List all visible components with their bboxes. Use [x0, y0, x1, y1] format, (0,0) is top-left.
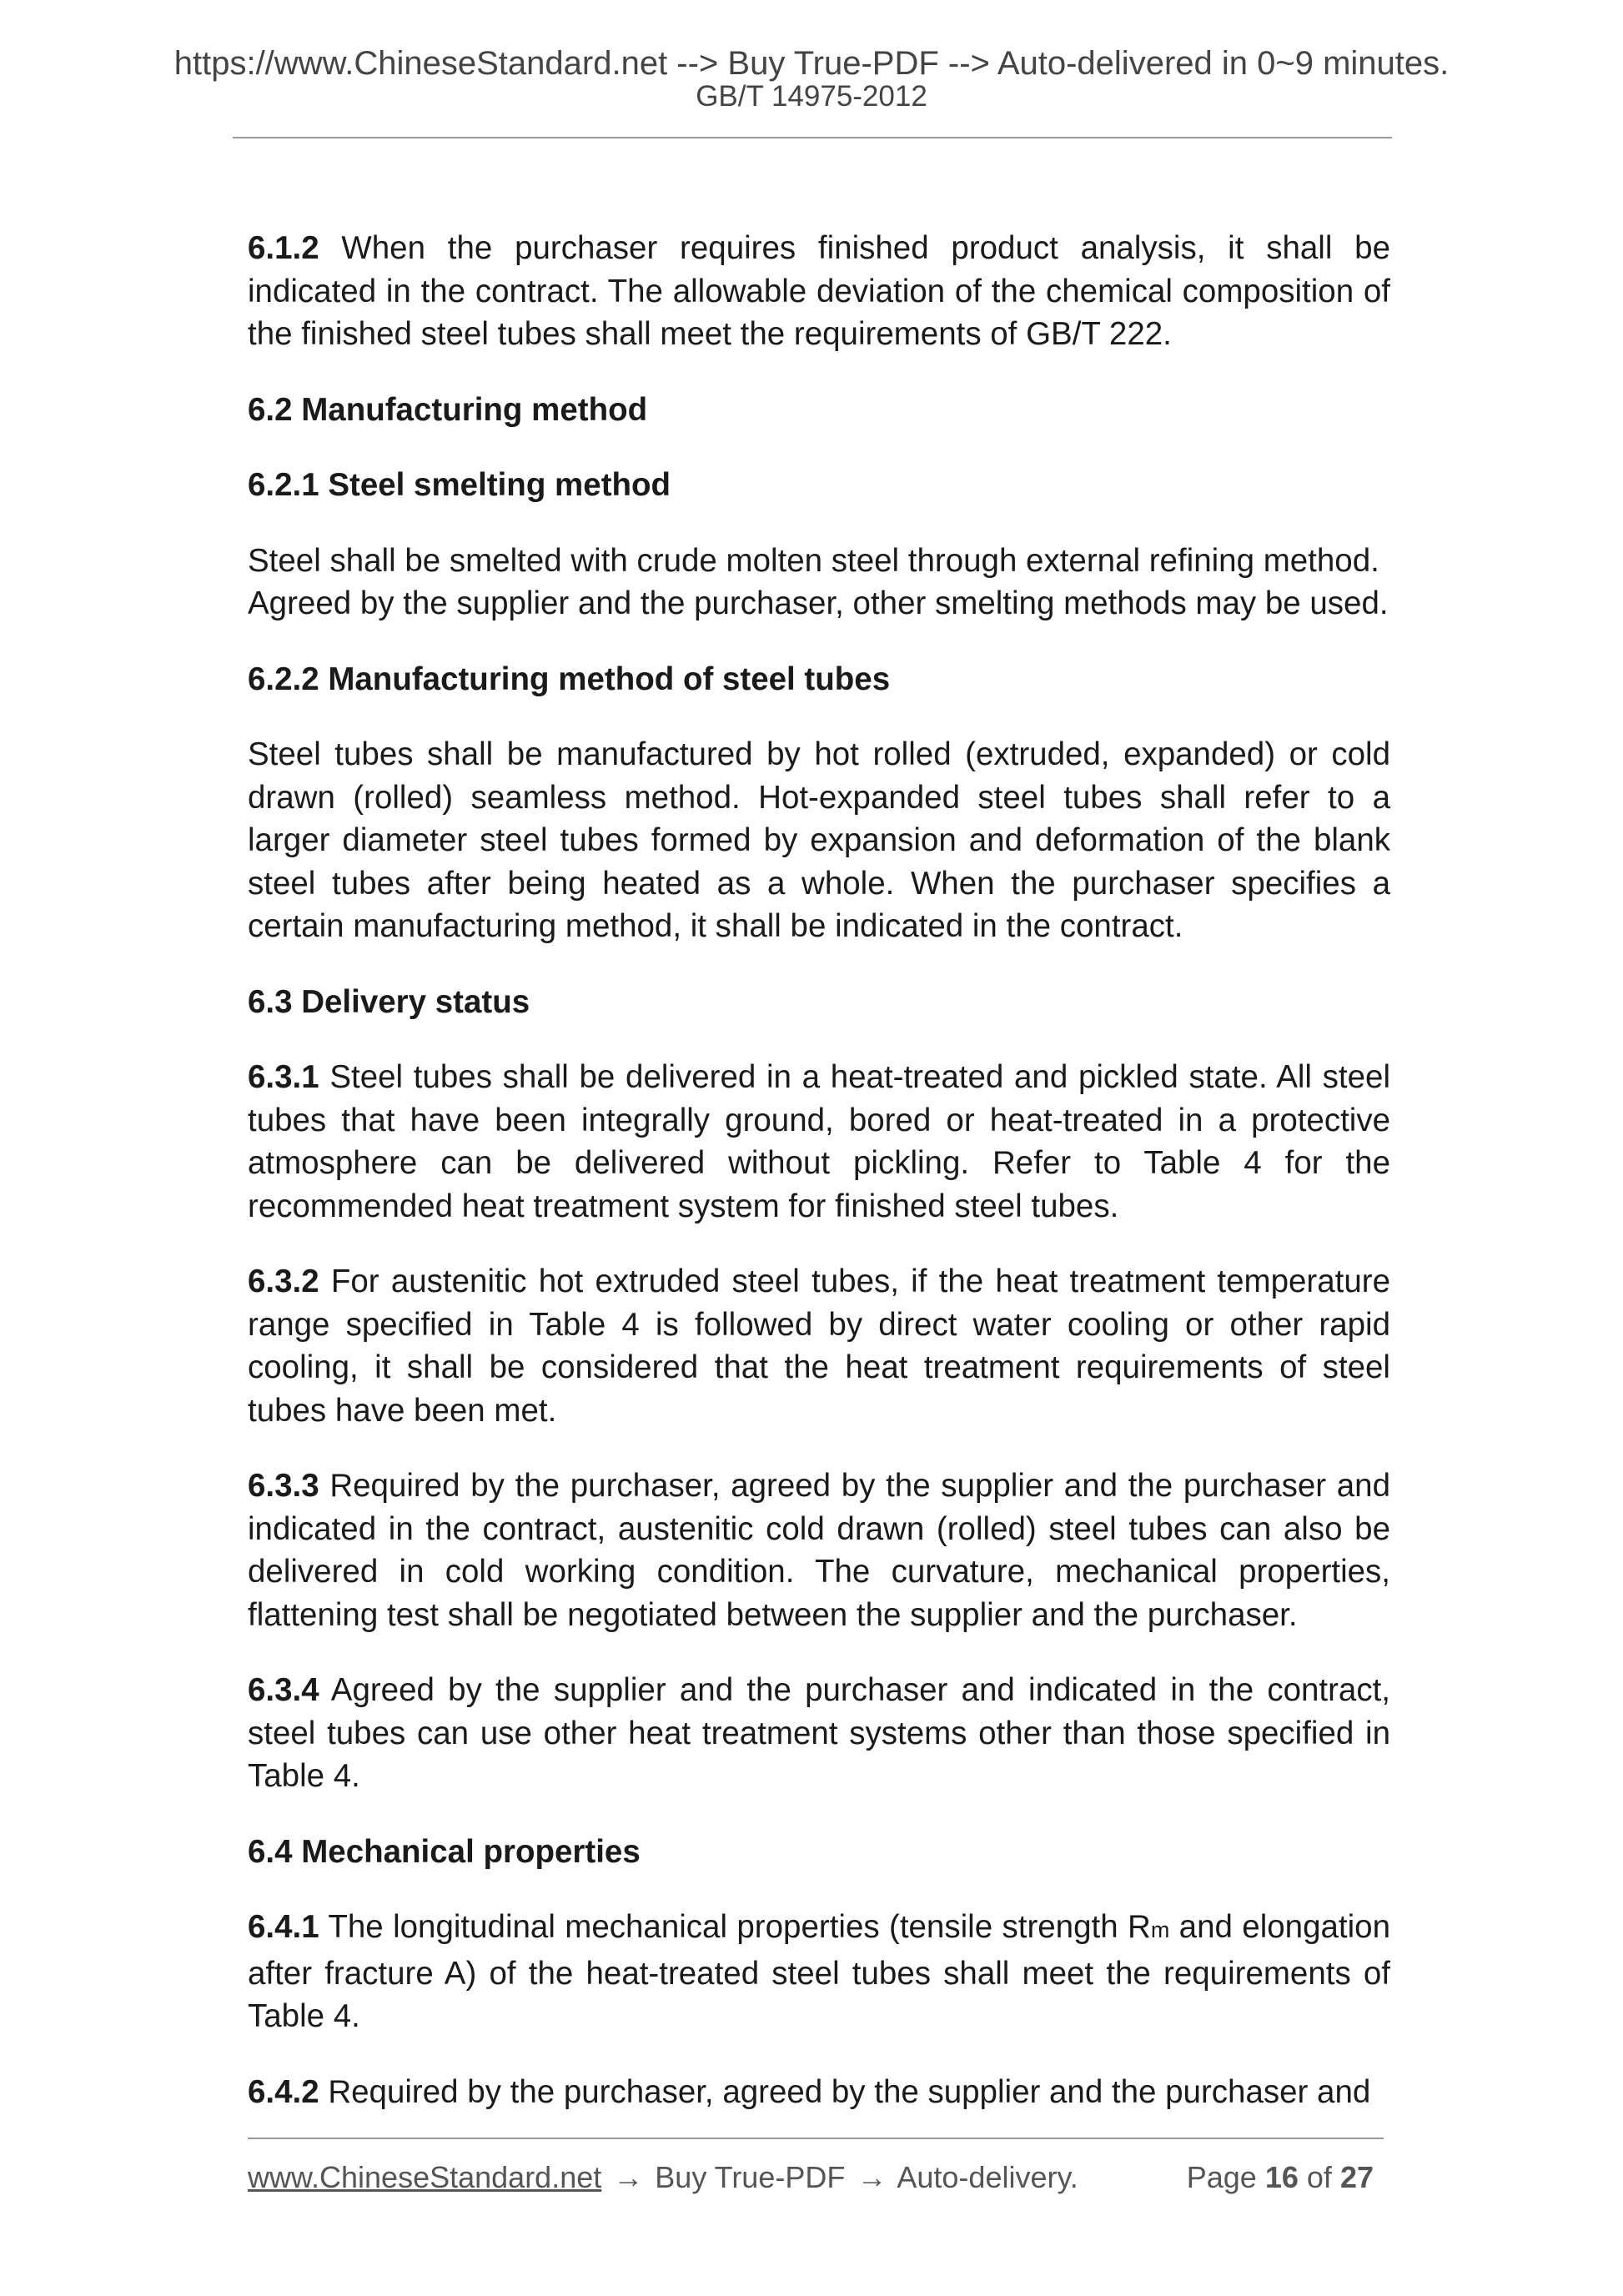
clause-number: 6.3.2: [248, 1264, 319, 1299]
clause-text: Required by the purchaser, agreed by the supplier and the purchaser and: [328, 2073, 1371, 2110]
auto-delivery-text: Auto-delivery.: [897, 2160, 1078, 2194]
heading-6-2-2: 6.2.2 Manufacturing method of steel tubes: [248, 661, 891, 697]
heading-6-2: 6.2 Manufacturing method: [248, 391, 648, 428]
arrow-right-icon: →: [857, 2160, 887, 2194]
clause-number: 6.3.3: [248, 1468, 319, 1504]
clause-6-2-1-text: Steel shall be smelted with crude molten steel through external refining method. Agreed by the supplier and the purchaser, other smelting methods may be used.: [248, 542, 1389, 621]
header-divider: [233, 137, 1392, 138]
clause-text: Agreed by the supplier and the purchaser and indicated in the contract, steel tubes can use other heat treatment systems other than those specified in Table 4.: [248, 1672, 1390, 1794]
clause-text: Steel tubes shall be delivered in a heat-treated and pickled state. All steel tubes that have been integrally ground, bored or heat-treated in a protective atmosphere can be delivered without pickling. Refer to Table 4 for the recommended heat treatment system for finished steel tubes.: [248, 1059, 1390, 1224]
page-label: Page: [1186, 2160, 1257, 2194]
heading-6-4: 6.4 Mechanical properties: [248, 1833, 641, 1870]
heading-6-3: 6.3 Delivery status: [248, 983, 530, 1020]
page-current: 16: [1264, 2160, 1299, 2194]
footer-divider: [248, 2138, 1384, 2139]
clause-6-1-2: [248, 227, 1390, 356]
clause-number: 6.1.2: [248, 230, 319, 266]
clause-6-4-1: [248, 1906, 1390, 2038]
clause-6-3-3: [248, 1465, 1390, 1636]
page-number: [1187, 2157, 1374, 2198]
clause-6-3-4: [248, 1669, 1390, 1798]
clause-6-3-2: [248, 1260, 1390, 1432]
clause-text: When the purchaser requires finished product analysis, it shall be indicated in the contract. The allowable deviation of the chemical composition of the finished steel tubes shall meet the requirements of GB/T 222.: [248, 230, 1390, 352]
heading-6-2-1: 6.2.1 Steel smelting method: [248, 467, 671, 503]
page-total: 27: [1339, 2160, 1374, 2194]
site-link[interactable]: www.ChineseStandard.net: [248, 2160, 602, 2194]
document-body: [248, 227, 1390, 2113]
buy-true-pdf-text: Buy True-PDF: [655, 2160, 846, 2194]
clause-number: 6.4.1: [248, 1909, 319, 1945]
of-label: of: [1306, 2160, 1332, 2194]
clause-text: The longitudinal mechanical properties (tensile strength R: [328, 1909, 1151, 1945]
header-banner: https://www.ChineseStandard.net --> Buy True-PDF --> Auto-delivered in 0~9 minutes.: [173, 45, 1450, 82]
arrow-right-icon: →: [613, 2160, 644, 2194]
clause-6-4-2: [248, 2071, 1390, 2114]
clause-text: For austenitic hot extruded steel tubes, if the heat treatment temperature range specified in Table 4 is followed by direct water cooling or other rapid cooling, it shall be considered that the heat treatment requirements of steel tubes have been met.: [248, 1264, 1390, 1429]
clause-6-3-1: [248, 1056, 1390, 1228]
clause-text-continued: and elongation after fracture A) of the heat-treated steel tubes shall meet the requirements of Table 4.: [248, 1909, 1390, 2034]
clause-number: 6.3.1: [248, 1059, 319, 1095]
standard-code: GB/T 14975-2012: [696, 80, 927, 113]
subscript-m: m: [1150, 1917, 1170, 1942]
clause-number: 6.3.4: [248, 1672, 319, 1708]
clause-6-2-2-text: Steel tubes shall be manufactured by hot rolled (extruded, expanded) or cold drawn (rolled) seamless method. Hot-expanded steel tubes shall refer to a larger diameter steel tubes formed by expansion and deformation of the blank steel tubes after being heated as a whole. When the purchaser specifies a certain manufacturing method, it shall be indicated in the contract.: [248, 736, 1390, 944]
clause-number: 6.4.2: [248, 2073, 319, 2110]
clause-text: Required by the purchaser, agreed by the supplier and the purchaser and indicated in the contract, austenitic cold drawn (rolled) steel tubes can also be delivered in cold working condition. The curvature, mechanical properties, flattening test shall be negotiated between the supplier and the purchaser.: [248, 1468, 1391, 1633]
page-footer: [248, 2157, 1384, 2198]
